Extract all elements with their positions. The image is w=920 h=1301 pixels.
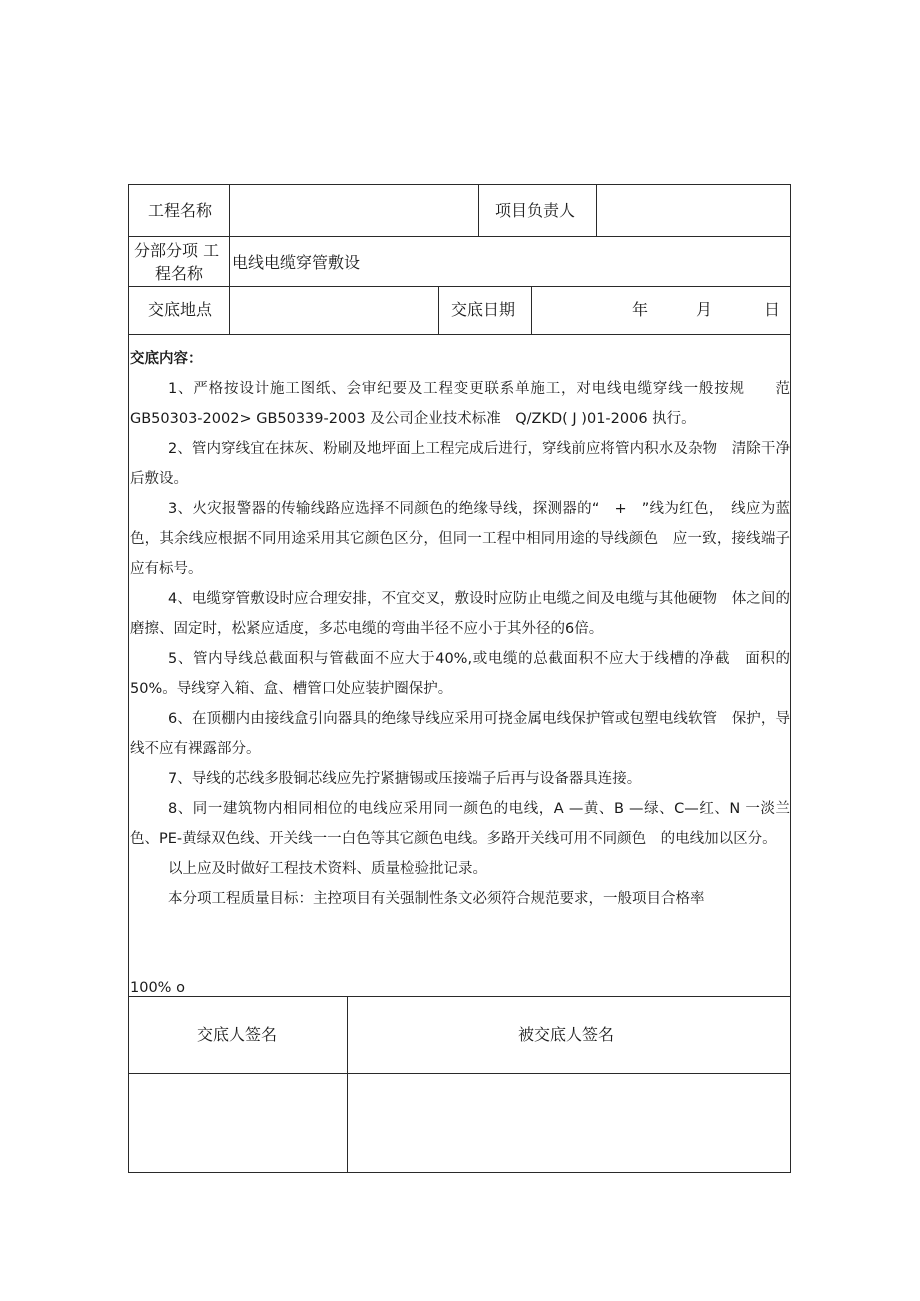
content-item-6: 6、在顶棚内由接线盒引向器具的绝缘导线应采用可挠金属电线保护管或包塑电线软管 保护，导线不应有裸露部分。 — [130, 711, 790, 757]
sub-item-value: 电线电缆穿管敷设 — [232, 253, 361, 272]
project-manager-value[interactable] — [605, 201, 780, 221]
content-item-2: 2、管内穿线宜在抹灰、粉刷及地坪面上工程完成后进行，穿线前应将管内积水及杂物 清除干净后敷设。 — [130, 441, 790, 487]
project-name-label: 工程名称 — [148, 201, 213, 220]
sub-item-label-line2: 程名称 — [155, 264, 204, 283]
col-divider-r1a — [229, 184, 230, 236]
row-divider-3 — [128, 334, 791, 335]
discloser-signature-field[interactable] — [140, 1100, 335, 1150]
col-divider-r1c — [596, 184, 597, 236]
location-value[interactable] — [240, 300, 430, 320]
col-divider-r3b — [438, 286, 439, 334]
disclosure-content — [130, 344, 790, 914]
row-divider-4 — [128, 996, 791, 997]
col-divider-r3c — [531, 286, 532, 334]
discloser-signature-label: 交底人签名 — [197, 1025, 278, 1044]
date-year: 年 — [632, 300, 649, 319]
border-right — [790, 184, 791, 1173]
row-divider-2 — [128, 286, 791, 287]
date-day: 日 — [764, 300, 781, 319]
col-divider-r3a — [229, 286, 230, 334]
date-label: 交底日期 — [451, 300, 516, 319]
content-item-3: 3、火灾报警器的传输线路应选择不同颜色的绝缘导线，探测器的“ + ”线为红色， 线应为蓝色，其余线应根据不同用途采用其它颜色区分，但同一工程中相同用途的导线颜色 应一致，接线端子应有标号。 — [130, 501, 790, 577]
border-left — [128, 184, 129, 1173]
content-title: 交底内容： — [130, 351, 203, 367]
col-divider-r1b — [478, 184, 479, 236]
content-item-7: 7、导线的芯线多股铜芯线应先拧紧搪锡或压接端子后再与设备器具连接。 — [168, 771, 642, 787]
border-top — [128, 184, 791, 185]
sub-item-label-line1: 分部分项 工 — [134, 241, 220, 260]
project-manager-label: 项目负责人 — [495, 201, 576, 220]
receiver-signature-label: 被交底人签名 — [518, 1025, 615, 1044]
content-item-1: 1、严格按设计施工图纸、会审纪要及工程变更联系单施工，对电线电缆穿线一般按规 范GB50303-2002> GB50339-2003 及公司企业技术标准 Q/ZKD( J )01-2006 执行。 — [130, 381, 790, 427]
row-divider-1 — [128, 236, 791, 237]
receiver-signature-field[interactable] — [360, 1100, 780, 1150]
project-name-value[interactable] — [240, 201, 470, 221]
col-divider-sign — [347, 996, 348, 1173]
content-note-1: 以上应及时做好工程技术资料、质量检验批记录。 — [168, 861, 487, 877]
border-bottom — [128, 1172, 791, 1173]
content-tail: 100% o — [130, 980, 185, 996]
content-note-2: 本分项工程质量目标：主控项目有关强制性条文必须符合规范要求，一般项目合格率 — [168, 891, 705, 907]
location-label: 交底地点 — [148, 300, 213, 319]
col-divider-r2a — [229, 236, 230, 286]
date-month: 月 — [696, 300, 713, 319]
content-item-8: 8、同一建筑物内相同相位的电线应采用同一颜色的电线，A —黄、B —绿、C—红、N 一淡兰色、PE-黄绿双色线、开关线一一白色等其它颜色电线。多路开关线可用不同颜色 的电线加以区分。 — [130, 801, 790, 847]
row-divider-5 — [128, 1073, 791, 1074]
content-item-5: 5、管内导线总截面积与管截面不应大于40%,或电缆的总截面积不应大于线槽的净截 面积的50%。导线穿入箱、盒、槽管口处应装护圈保护。 — [130, 651, 790, 697]
content-item-4: 4、电缆穿管敷设时应合理安排，不宜交叉，敷设时应防止电缆之间及电缆与其他硬物 体之间的磨擦、固定时，松紧应适度，多芯电缆的弯曲半径不应小于其外径的6倍。 — [130, 591, 790, 637]
